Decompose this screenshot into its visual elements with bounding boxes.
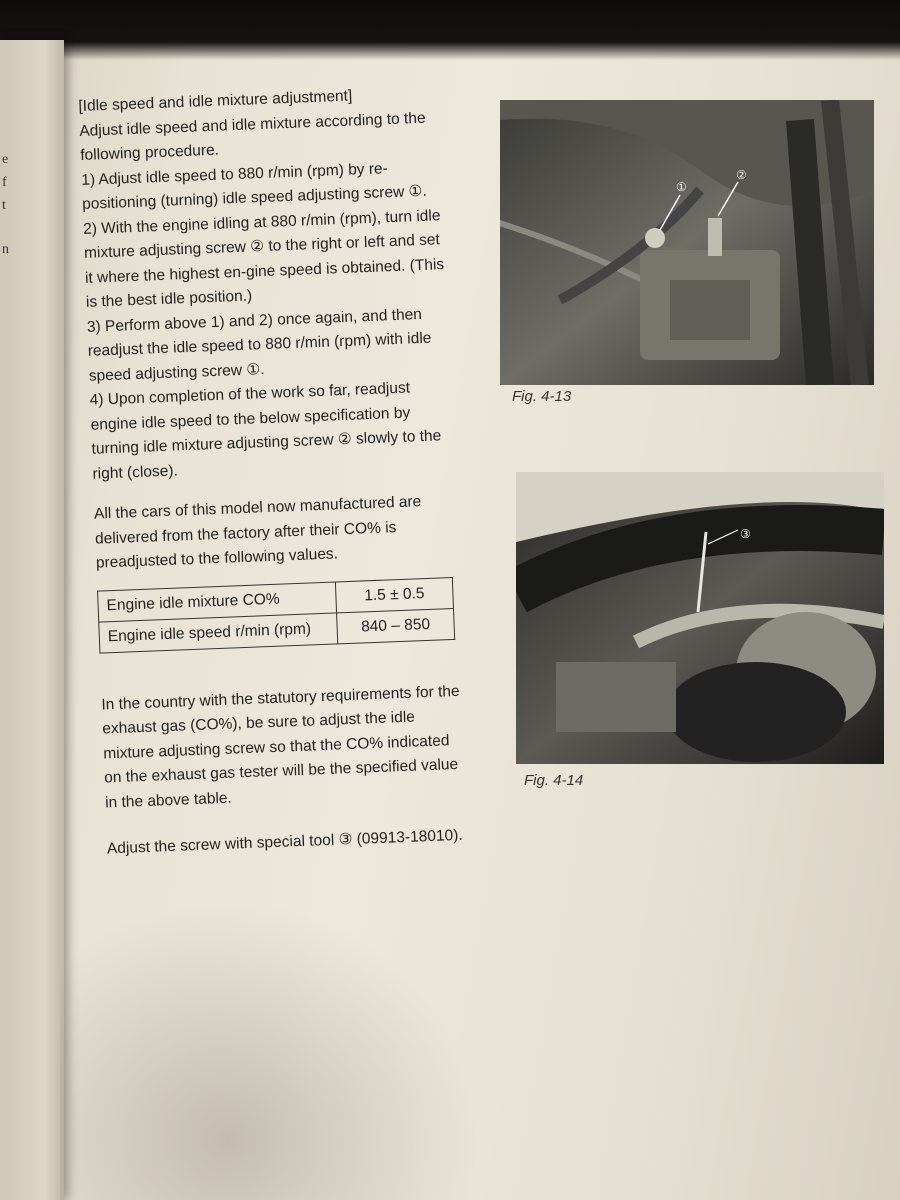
intro-paragraph: Adjust idle speed and idle mixture according to the following procedure. xyxy=(79,109,426,164)
country-note: In the country with the statutory requirements for the exhaust gas (CO%), be sure to adjust the idle mixture adjusting screw so that the CO% indicated on the exhaust gas tester will be the specified value in the above table. xyxy=(101,682,460,811)
table-label: Engine idle speed r/min (rpm) xyxy=(99,612,338,652)
spec-table xyxy=(97,576,455,653)
figure-4-13-photo xyxy=(500,100,874,385)
table-value: 1.5 ± 0.5 xyxy=(335,577,453,612)
background-shadow xyxy=(0,0,900,60)
left-page-char: f xyxy=(2,175,7,190)
step-3: 3) Perform above 1) and 2) once again, and then readjust the idle speed to 880 r/min (rpm) with idle speed adjusting screw ①. xyxy=(86,305,432,385)
previous-page-edge xyxy=(0,40,64,1200)
callout-3: ③ xyxy=(740,527,751,541)
engine-carburetor-illustration xyxy=(500,100,874,385)
callout-1: ① xyxy=(676,180,687,194)
left-page-char: e xyxy=(2,152,9,167)
factory-note: All the cars of this model now manufactured are delivered from the factory after their CO% is preadjusted to the following values. xyxy=(93,493,422,572)
table-value: 840 – 850 xyxy=(337,608,455,643)
figure-4-14-photo xyxy=(516,472,884,764)
main-text-column xyxy=(78,81,467,862)
step-2: 2) With the engine idling at 880 r/min (rpm), turn idle mixture adjusting screw ② to the right or left and set it where the highest en-gine speed is obtained. (This is the best idle position.) xyxy=(82,206,445,311)
figure-4-14-caption: Fig. 4-14 xyxy=(524,772,584,789)
figure-4-13-caption: Fig. 4-13 xyxy=(512,388,572,405)
left-page-char: n xyxy=(2,242,9,257)
tool-note: Adjust the screw with special tool ③ (09913-18010). xyxy=(106,826,463,858)
section-heading: [Idle speed and idle mixture adjustment] xyxy=(78,87,353,115)
left-page-char: t xyxy=(2,198,6,213)
hand-shadow xyxy=(60,900,480,1200)
engine-tool-illustration xyxy=(516,472,884,764)
table-label: Engine idle mixture CO% xyxy=(98,581,337,621)
callout-2: ② xyxy=(736,168,747,182)
step-1: 1) Adjust idle speed to 880 r/min (rpm) by re-positioning (turning) idle speed adjusting screw ①. xyxy=(80,159,428,213)
step-4: 4) Upon completion of the work so far, readjust engine idle speed to the below specification by turning idle mixture adjusting screw ② slowly to the right (close). xyxy=(89,379,442,483)
